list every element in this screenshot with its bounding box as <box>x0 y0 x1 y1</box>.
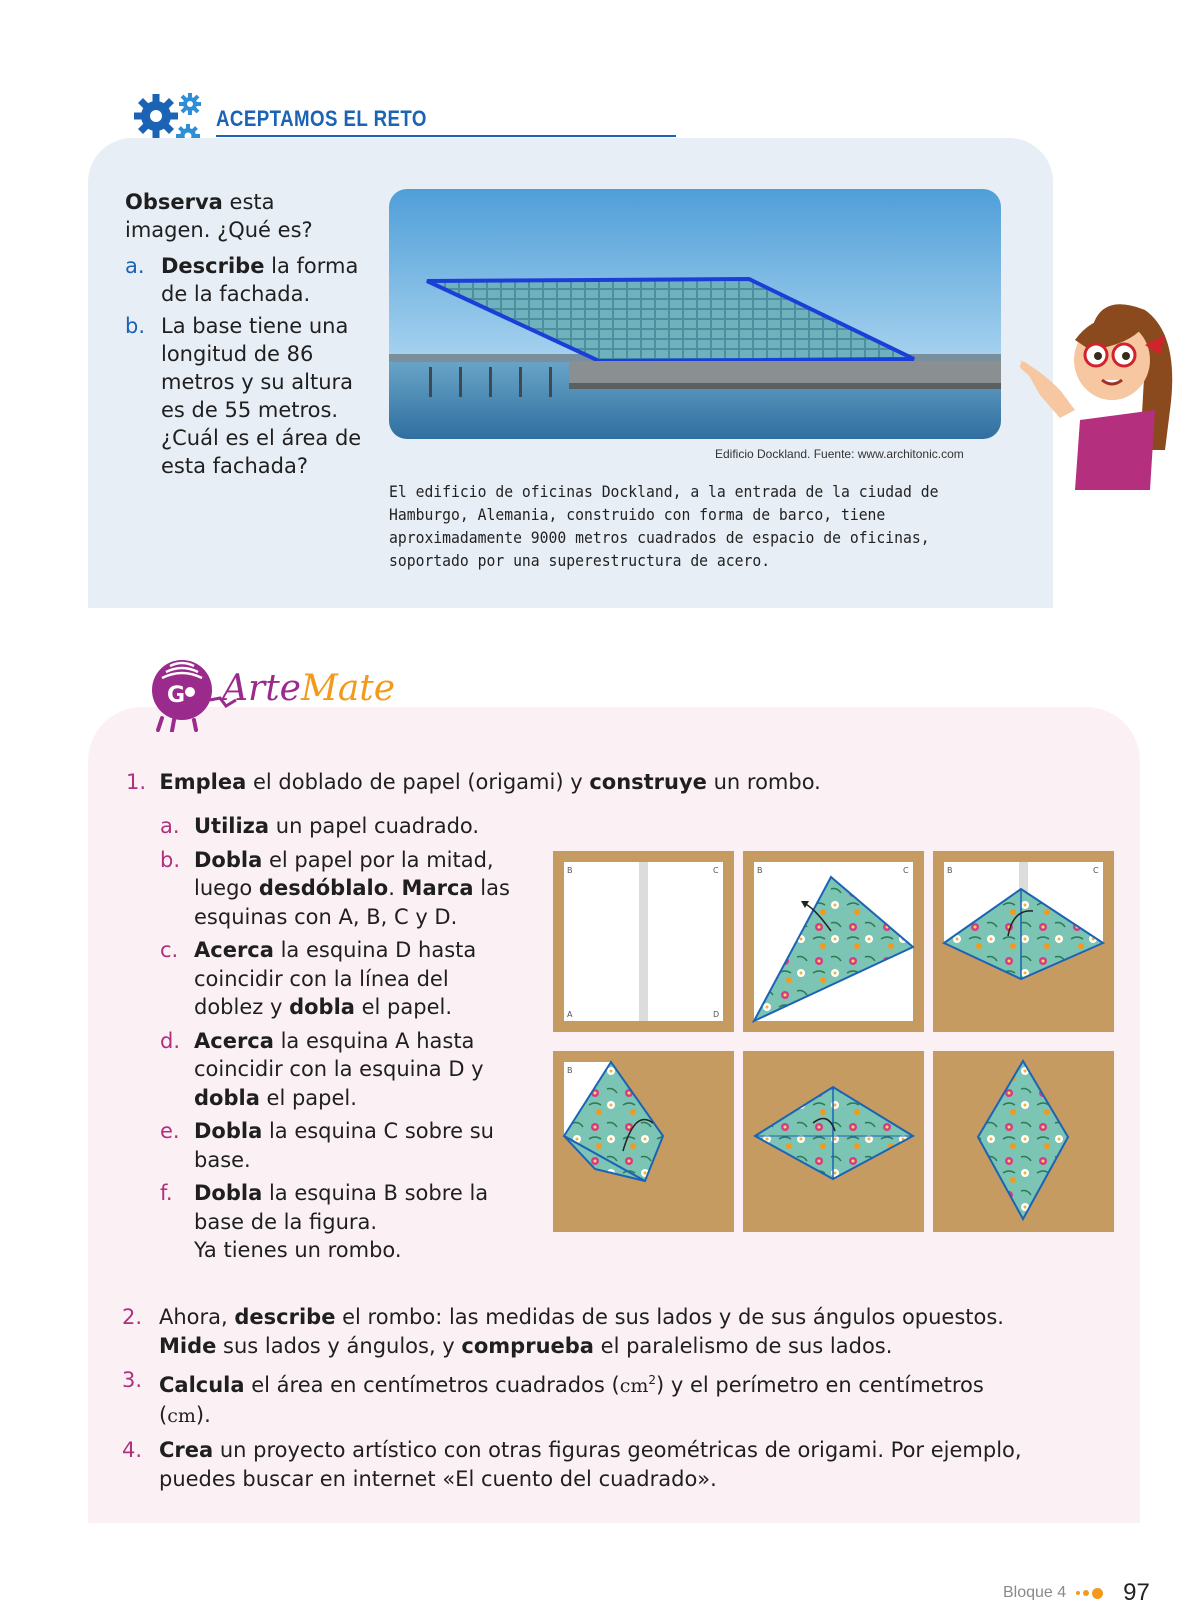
q3-text: el área en centímetros cuadrados ( <box>244 1373 620 1397</box>
q1-text-2: un rombo. <box>706 770 821 794</box>
label-a: A <box>567 1010 573 1019</box>
item-bold: Describe <box>161 254 265 278</box>
origami-illustrations <box>553 851 1113 1235</box>
question-number: 3. <box>122 1368 143 1392</box>
intro-bold: Observa <box>125 190 223 214</box>
section-title: ACEPTAMOS EL RETO <box>216 106 427 131</box>
q3-text: ) y el perímetro en centímetros ( <box>159 1373 984 1427</box>
title-part2: Mate <box>300 668 396 709</box>
photo-description: El edificio de oficinas Dockland, a la entrada de la ciudad de Hamburgo, Alemania, construido con forma de barco, tiene aproximadamente 9000 metros cuadrados de espacio de oficinas, soportado por una superestructura de acero. <box>389 482 939 570</box>
step-e <box>160 1117 520 1174</box>
title-part1: Arte <box>222 668 301 709</box>
question-4 <box>122 1436 1042 1494</box>
label-b: B <box>567 866 573 875</box>
step-f <box>160 1179 520 1265</box>
step-letter: c. <box>160 938 179 962</box>
q2-text: el rombo: las medidas de sus lados y de sus ángulos opuestos. <box>335 1305 1004 1329</box>
title-underline <box>216 135 676 137</box>
step-bold: Dobla <box>194 847 263 872</box>
reto-item-b <box>125 312 365 480</box>
label-c: C <box>903 866 909 875</box>
question-1 <box>126 768 821 796</box>
origami-steps <box>160 812 520 1270</box>
step-bold: Acerca <box>194 938 274 962</box>
step-text: . <box>388 876 402 900</box>
step-text: el papel. <box>259 1085 357 1110</box>
unit-exponent: 2 <box>648 1373 657 1387</box>
q2-text: sus lados y ángulos, y <box>216 1334 462 1358</box>
q3-bold: Calcula <box>159 1373 245 1397</box>
label-b: B <box>947 866 953 875</box>
step-d <box>160 1027 520 1113</box>
origami-step-2 <box>743 851 924 1032</box>
dots-icon <box>1076 1588 1103 1599</box>
item-letter: a. <box>125 254 145 278</box>
step-text: la esquina D hasta coincidir con la línea del doblez y <box>194 938 477 1019</box>
svg-text:G: G <box>167 683 186 708</box>
step-bold: Dobla <box>194 1181 263 1205</box>
step-a <box>160 812 520 841</box>
step-text: Ya tienes un rombo. <box>194 1238 402 1262</box>
step-c <box>160 936 520 1022</box>
step-letter: e. <box>160 1119 180 1143</box>
origami-step-4 <box>553 1051 734 1232</box>
q4-bold: Crea <box>159 1438 214 1462</box>
reto-item-a <box>125 252 365 308</box>
dockland-photo <box>389 189 1001 439</box>
q2-text: el paralelismo de sus lados. <box>593 1334 893 1358</box>
step-bold: Marca <box>401 876 474 900</box>
step-bold: dobla <box>289 995 355 1019</box>
origami-step-3 <box>933 851 1114 1032</box>
photo-caption: Edificio Dockland. Fuente: www.architonic.com <box>715 447 964 461</box>
step-text: la esquina A hasta coincidir con la esquina D y <box>194 1028 484 1081</box>
step-bold: desdóblalo <box>258 876 389 900</box>
q2-text: Ahora, <box>159 1305 235 1329</box>
unit-cm: cm <box>167 1405 196 1427</box>
question-number: 2. <box>122 1305 143 1329</box>
q1-bold-2: construye <box>589 770 707 794</box>
page-number: 97 <box>1123 1579 1150 1600</box>
step-bold: Utiliza <box>194 814 270 838</box>
page-footer <box>1003 1578 1150 1600</box>
questions-2-4 <box>122 1303 1042 1499</box>
label-c: C <box>713 866 719 875</box>
step-text: la esquina C sobre su base. <box>194 1119 494 1172</box>
step-text: un papel cuadrado. <box>269 814 480 838</box>
step-b <box>160 846 520 932</box>
step-letter: a. <box>160 814 180 838</box>
step-letter: f. <box>160 1181 173 1205</box>
reto-intro <box>125 188 365 244</box>
q2-bold: Mide <box>159 1334 217 1358</box>
reto-questions <box>125 188 365 484</box>
question-2 <box>122 1303 1042 1361</box>
q3-text: ). <box>195 1403 211 1427</box>
q1-bold-1: Emplea <box>159 770 247 794</box>
bloque-label: Bloque 4 <box>1003 1584 1067 1600</box>
label-b: B <box>757 866 763 875</box>
question-3 <box>122 1366 1042 1431</box>
girl-character-illustration <box>1020 300 1180 490</box>
item-letter: b. <box>125 314 146 338</box>
question-number: 4. <box>122 1438 143 1462</box>
origami-step-6-rhombus <box>933 1051 1114 1232</box>
q2-bold: comprueba <box>461 1334 594 1358</box>
step-bold: dobla <box>194 1085 260 1110</box>
step-text: la esquina B sobre la base de la figura. <box>194 1181 489 1234</box>
step-bold: Dobla <box>194 1119 263 1143</box>
q2-bold: describe <box>234 1305 336 1329</box>
step-letter: b. <box>160 847 181 872</box>
reto-list <box>125 252 365 480</box>
step-bold: Acerca <box>194 1028 274 1053</box>
question-number: 1. <box>126 770 147 794</box>
reto-header <box>132 90 677 140</box>
unit-cm: cm <box>619 1375 649 1397</box>
item-text: La base tiene una longitud de 86 metros y su altura es de 55 metros. ¿Cuál es el área de esta fachada? <box>161 314 362 478</box>
intro-text: esta imagen. ¿Qué es? <box>125 190 313 242</box>
origami-step-5 <box>743 1051 924 1232</box>
step-text: las esquinas con A, B, C y D. <box>194 876 510 929</box>
q1-text-1: el doblado de papel (origami) y <box>246 770 590 794</box>
artemate-title <box>222 668 395 709</box>
step-text: el papel por la mitad, luego <box>194 847 494 900</box>
label-b: B <box>567 1066 573 1075</box>
step-text: el papel. <box>354 995 453 1019</box>
step-letter: d. <box>160 1028 181 1053</box>
label-c: C <box>1093 866 1099 875</box>
origami-step-1 <box>553 851 734 1032</box>
label-d: D <box>713 1010 720 1019</box>
item-text: la forma de la fachada. <box>161 254 359 306</box>
q4-text: un proyecto artístico con otras figuras geométricas de origami. Por ejemplo, puedes buscar en internet «El cuento del cuadrado». <box>159 1438 1022 1491</box>
